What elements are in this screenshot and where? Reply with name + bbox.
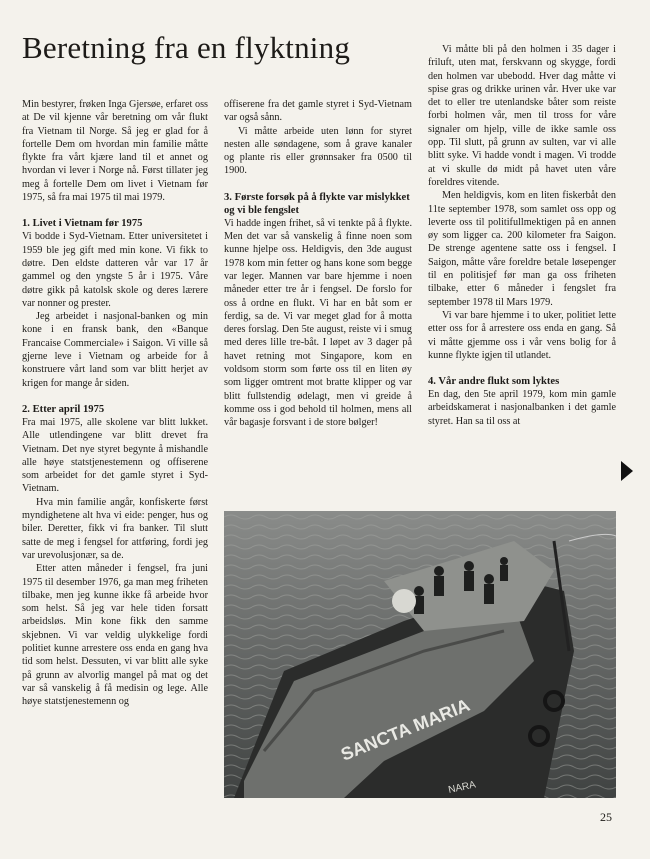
boat-photo-illustration	[224, 511, 616, 798]
paragraph: Vi måtte bli på den holmen i 35 dager i friluft, uten mat, ferskvann og skygge, fordi den holmen var ubebodd. Hver dag måtte vi spise gras og drikke urinen vår. Hver uke var det to eller tre utenlandske båter som reiste forbi holmen vår, men til tross for våre signaler om hjelp, ville de ikke samle oss opp. Til slutt, på grunn av sulten, var vi alle blitt syke. Vi hadde vondt i magen. Vi trodde at vi skulle dø midt på havet uten våre foreldres vitende.	[428, 44, 616, 188]
paragraph: Vi måtte arbeide uten lønn for styret nesten alle søndagene, som å grave kanaler og plante ris eller grønnsaker fra 0500 til 1900.	[224, 125, 412, 177]
paragraph: Vi var bare hjemme i to uker, politiet lette etter oss for å arrestere oss enda en gang. Så vi måtte gjemme oss i vår vens bolig for å kunne flykte igjen til utlandet.	[428, 309, 616, 361]
paragraph: offiserene fra det gamle styret i Syd-Vietnam var også sånn.	[224, 99, 412, 124]
paragraph: Hva min familie angår, konfiskerte først myndighetene alt hva vi eide: penger, hus og biler. Deretter, fikk vi fra banker. Til slutt satte de meg i fengsel for attføring, fordi jeg var urevolusjonær, sa de.	[22, 496, 208, 561]
hull-text-label: NARA	[447, 779, 477, 796]
text-column-1	[22, 98, 208, 798]
paragraph: Fra mai 1975, alle skolene var blitt lukket. Alle utlendingene var blitt drevet fra Vietnam. Det nye styret begynte å mishandle alle høye statstjenestemenn og offiserene som arbeidet for det gamle styret i Syd-Vietnam.	[22, 416, 208, 495]
section-heading-1: 1. Livet i Vietnam før 1975	[22, 218, 143, 230]
intro-paragraph: Min bestyrer, frøken Inga Gjersøe, erfaret oss at De vil kjenne vår beretning om vår flukt fra Vietnam til Norge. Så jeg er glad for å fortelle Dem om hvordan min familie måtte flykte fra vårt kjære land til et annet og hvordan vi lever i Norge nå. Først tillater jeg meg å fortelle Dem om livet i Vietnam før 1975, så fra mai 1975 til mai 1979.	[22, 99, 208, 204]
article-title: Beretning fra en flyktning	[22, 30, 351, 65]
paragraph: Etter atten måneder i fengsel, fra juni 1975 til desember 1976, ga man meg friheten tilbake, men jeg kunne ikke få arbeide hvor som helst. Så jeg var hele tiden forsatt arbeidsløs. Min kone fikk den samme skjebnen. Vi var veldig ulykkelige fordi politiet kunne arrestere oss enda en gang hva tid som helst. Dessuten, vi var blitt alle syke på grunn av alvorlig mangel på mat og det var så vanskelig å få medisin og lege. Alle høye statstjenestemenn og	[22, 563, 208, 708]
boat-name-label: SANCTA MARIA	[338, 694, 473, 765]
text-column-2	[224, 98, 412, 498]
section-heading-3: 3. Første forsøk på å flykte var mislykket og vi ble fengslet	[224, 191, 410, 216]
paragraph: En dag, den 5te april 1979, kom min gamle arbeidskamerat i nasjonalbanken i det gamle styret. Han sa til oss at	[428, 389, 616, 427]
paragraph: Jeg arbeidet i nasjonal-banken og min kone i en fransk bank, den «Banque Francaise Commerciale» i Saigon. Vi ville så gjerne leve i Vietnam og arbeide for å konstruere vårt land som var blitt herjet av krigen for mange år siden.	[22, 311, 208, 389]
text-column-3	[428, 43, 616, 503]
paragraph: Vi bodde i Syd-Vietnam. Etter universitetet i 1959 ble jeg gift med min kone. Vi fikk to døtre. Den eldste datteren vår var 17 år gammel og den yngste 5 år i 1975. Våre døtre gikk på katolsk skole og deres lærere var nonner og prester.	[22, 231, 208, 309]
continue-arrow-icon	[621, 461, 633, 481]
boat-photo	[224, 511, 616, 798]
section-heading-4: 4. Vår andre flukt som lyktes	[428, 376, 560, 388]
section-heading-2: 2. Etter april 1975	[22, 403, 105, 415]
paragraph: Vi hadde ingen frihet, så vi tenkte på å flykte. Men det var så vanskelig å finne noen som kunne hjelpe oss. Heldigvis, den 3de august 1978 kom min fetter og hans kone som begge var leger. Mannen var bare hjemme i noen måneder etter tre år i fengsel. De forslo for oss å ordne en flukt. Vi har en båt som er ferdig, sa de. Vi var meget glad for å motta deres forslag. Den 5te august, reiste vi i smug med deres lille tre-båt. I løpet av 3 dager på havet retning mot Singapore, kom en voldsom storm som førte oss til en liten øy som ligger omtrent mot bratte klipper og var blitt fullstendig ødelagt, men vi greide å komme oss i god behold til holmen, mens all vår bagasje forsvant i de store bølger!	[224, 217, 412, 429]
page-number: 25	[600, 810, 612, 824]
paragraph: Men heldigvis, kom en liten fiskerbåt den 11te september 1978, som samlet oss opp og leverte oss til politifullmektigen på en annen øy som ligger ca. 200 kilometer fra Saigon. De strenge agentene satte oss i fengsel. I Saigon, måtte våre foreldre betale løsepenger til en politisjef før man ga oss friheten tilbake, etter 6 måneder i fengslet fra september 1978 til Mars 1979.	[428, 190, 616, 308]
